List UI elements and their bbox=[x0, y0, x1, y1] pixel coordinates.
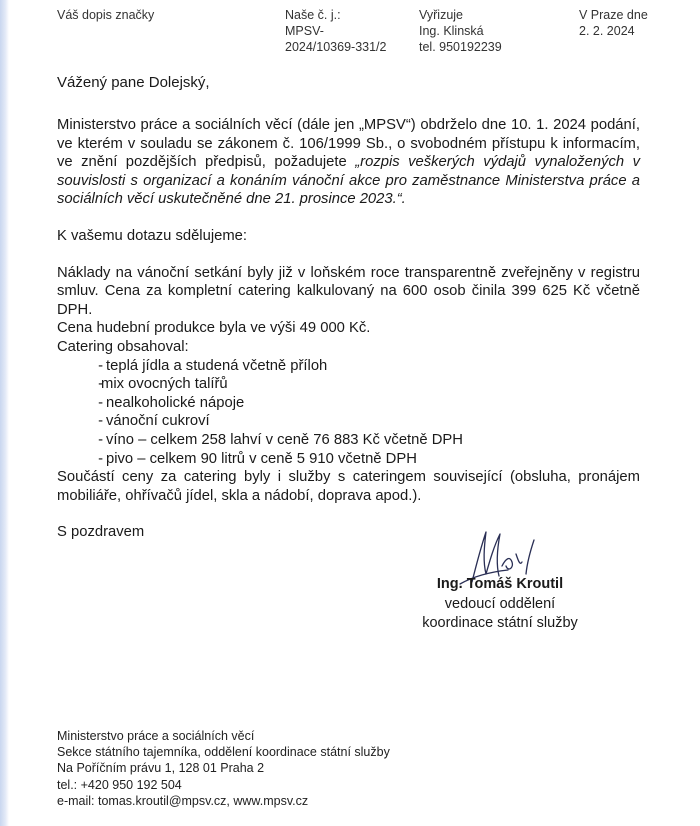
services-paragraph: Součástí ceny za catering byly i služby s cateringem související (obsluha, pronájem mobiliáře, ohřívačů jídel, skla a nádobí, doprava apod.). bbox=[57, 469, 640, 504]
place-date-label: V Praze dne bbox=[579, 8, 648, 22]
signatory-role-line1: vedoucí oddělení bbox=[444, 595, 556, 612]
list-item: - pivo – celkem 90 litrů v ceně 5 910 včetně DPH bbox=[57, 450, 640, 469]
handler-block bbox=[419, 7, 502, 55]
our-reference-number-line2: 2024/10369-331/2 bbox=[285, 40, 387, 54]
list-item: - mix ovocných talířů bbox=[57, 375, 640, 394]
footer-organization: Ministerstvo práce a sociálních věcí bbox=[57, 729, 255, 743]
footer-phone: tel.: +420 950 192 504 bbox=[57, 777, 182, 792]
our-reference-number-line1: MPSV- bbox=[285, 24, 324, 38]
catering-label: Catering obsahoval: bbox=[57, 338, 189, 355]
list-item: - nealkoholické nápoje bbox=[57, 394, 640, 413]
request-quote: „rozpis veškerých výdajů vynaložených v souvislosti s organizací a konáním vánoční akce pro zaměstnance Ministerstva práce a sociálních věcí uskutečněné dne 21. prosince 2023.“. bbox=[57, 154, 640, 208]
costs-paragraph: Náklady na vánoční setkání byly již v loňském roce transparentně zveřejněny v registru smluv. Cena za kompletní catering kalkulovaný na 600 osob činila 399 625 Kč včetně DPH. bbox=[57, 264, 640, 318]
footer-contact: e-mail: tomas.kroutil@mpsv.cz, www.mpsv.cz bbox=[57, 793, 309, 808]
intro-paragraph bbox=[57, 116, 640, 209]
salutation: Vážený pane Dolejský, bbox=[57, 74, 210, 91]
signatory-name: Ing. Tomáš Kroutil bbox=[436, 576, 564, 592]
signatory-block bbox=[380, 575, 620, 634]
date-block bbox=[579, 7, 648, 39]
page-edge-tint bbox=[0, 0, 9, 826]
our-reference-label: Naše č. j.: bbox=[285, 8, 341, 22]
list-item: - teplá jídla a studená včetně příloh bbox=[57, 357, 640, 376]
list-item: - víno – celkem 258 lahví v ceně 76 883 Kč včetně DPH bbox=[57, 431, 640, 450]
closing: S pozdravem bbox=[57, 524, 145, 541]
handler-phone: tel. 950192239 bbox=[419, 40, 502, 54]
footer-block bbox=[57, 728, 390, 809]
letter-date: 2. 2. 2024 bbox=[579, 24, 635, 38]
signatory-role-line2: koordinace státní služby bbox=[422, 615, 578, 631]
letter-body bbox=[57, 116, 640, 542]
handler-name: Ing. Klinská bbox=[419, 24, 484, 38]
your-reference-block bbox=[57, 7, 154, 23]
our-reference-block bbox=[285, 7, 386, 55]
intro-text: Ministerstvo práce a sociálních věcí (dále jen „MPSV“) obdrželo dne 10. 1. 2024 podání, ve kterém v souladu se zákonem č. 106/1999 Sb., o svobodném přístupu k informacím, ve znění pozdějších předpisů, požadujete bbox=[57, 117, 640, 171]
footer-section: Sekce státního tajemníka, oddělení koordinace státní služby bbox=[57, 745, 390, 760]
answer-intro: K vašemu dotazu sdělujeme: bbox=[57, 227, 247, 244]
catering-list bbox=[57, 357, 640, 469]
handler-label: Vyřizuje bbox=[419, 8, 463, 22]
your-reference-label: Váš dopis značky bbox=[57, 8, 155, 22]
footer-address: Na Poříčním právu 1, 128 01 Praha 2 bbox=[57, 761, 265, 776]
music-cost: Cena hudební produkce byla ve výši 49 000 Kč. bbox=[57, 320, 371, 337]
list-item: - vánoční cukroví bbox=[57, 412, 640, 431]
